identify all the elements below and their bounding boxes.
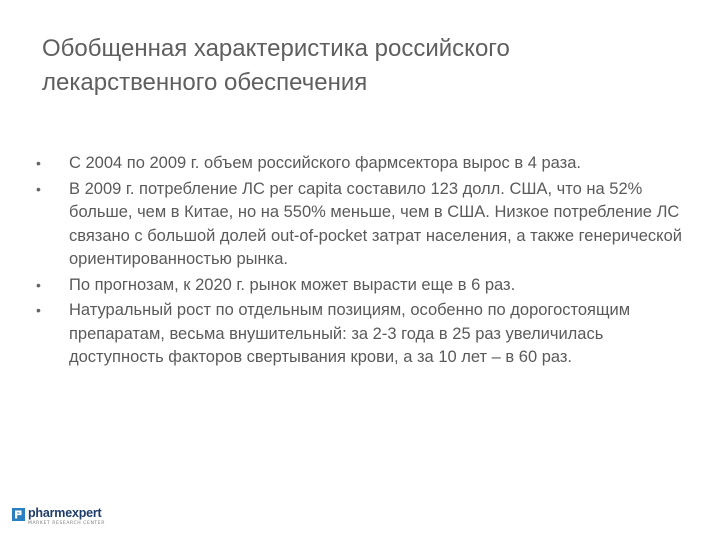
bullet-item: [36, 152, 686, 176]
bullet-icon: •: [36, 180, 41, 197]
bullet-text: Натуральный рост по отдельным позициям, особенно по дорогостоящим препаратам, весьма внушительный: за 2-3 года в 25 раз увеличилась доступность факторов свертывания крови, а за 10 лет – в 60 раз.: [69, 301, 631, 366]
bullet-icon: •: [36, 155, 41, 171]
bullet-text: В 2009 г. потребление ЛС per capita составило 123 долл. США, что на 52% больше, чем в Китае, но на 550% меньше, чем в США. Низкое потребление ЛС связано с большой долей out-of-pocket затрат населения, а также генерической ориентированностью рынка.: [69, 179, 682, 268]
slide-title: Обобщенная характеристика российского лекарственного обеспечения: [42, 35, 510, 96]
bullet-text: С 2004 по 2009 г. объем российского фармсектора вырос в 4 раза.: [69, 154, 581, 172]
bullet-icon: •: [36, 302, 41, 318]
logo-text: [28, 506, 105, 527]
bullet-icon: •: [36, 276, 41, 293]
bullet-list: [36, 152, 686, 372]
bullet-item: [36, 178, 686, 272]
bullet-text: По прогнозам, к 2020 г. рынок может вырасти еще в 6 раз.: [69, 275, 516, 294]
bullet-item: [36, 274, 686, 298]
pharmexpert-logo: [12, 506, 105, 530]
logo-name: pharmexpert: [28, 506, 102, 520]
pharmexpert-logo-icon: [12, 508, 25, 521]
bullet-item: [36, 299, 686, 370]
logo-tagline: MARKET RESEARCH CENTER: [28, 521, 105, 526]
